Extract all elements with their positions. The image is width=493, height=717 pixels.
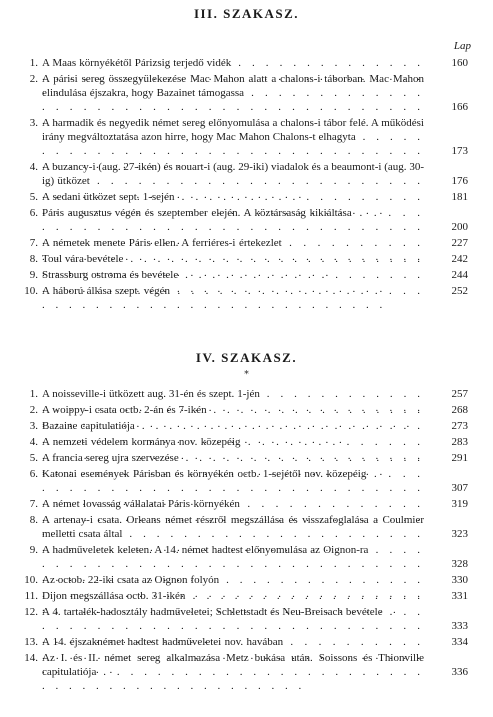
item-number: 8.	[29, 514, 38, 526]
toc-item	[18, 55, 472, 71]
item-number: 10.	[24, 285, 38, 297]
item-page: 319	[428, 497, 468, 511]
item-number: 13.	[24, 636, 38, 648]
item-page: 257	[428, 387, 468, 401]
item-page: 291	[428, 451, 468, 465]
item-title: A Maas környékétől Párizsig terjedő vidék . . .	[42, 55, 472, 98]
item-page: 244	[428, 268, 468, 282]
toc-item	[18, 650, 472, 680]
item-title: A 4. tartalék-hadosztály hadműveletei; Schlettstadt és Neu-Breisach bevétele . . .	[42, 604, 472, 647]
toc-item	[18, 434, 472, 450]
item-page: 176	[428, 174, 468, 188]
item-title: A német lovasság vállalatai Páris környékén . . .	[42, 496, 472, 539]
item-number: 9.	[29, 269, 38, 281]
item-title: Bazaine capitulatiója . . .	[42, 418, 472, 447]
item-title: Toul vára bevétele . . .	[42, 251, 472, 280]
item-page: 173	[428, 144, 468, 158]
item-page: 331	[428, 589, 468, 603]
item-title: Az I. és II. német sereg alkalmazása Metz bukása után. Soissons és Thionville capitulatiója . . .	[42, 650, 472, 693]
toc-item	[18, 267, 472, 283]
item-title: A woippy-i csata octb. 2-án és 7-ikén . . .	[42, 402, 472, 431]
toc-item	[18, 189, 472, 205]
item-title: Strassburg ostroma és bevétele . . .	[42, 267, 472, 296]
section-4-ornament: *	[244, 370, 249, 380]
item-number: 8.	[29, 253, 38, 265]
item-number: 1.	[29, 388, 38, 400]
item-number: 1.	[29, 57, 38, 69]
item-title: A nemzeti védelem kormánya nov. közepéig . . .	[42, 434, 472, 477]
toc-item	[18, 450, 472, 466]
page-column-label: Lap	[453, 40, 471, 52]
toc-item	[18, 588, 472, 604]
item-page: 273	[428, 419, 468, 433]
item-title: A francia sereg ujra szervezése . . .	[42, 450, 472, 479]
item-number: 6.	[29, 468, 38, 480]
item-title: A noisseville-i ütközett aug. 31-én és szept. 1-jén . . .	[42, 386, 472, 429]
item-number: 7.	[29, 498, 38, 510]
item-number: 3.	[29, 420, 38, 432]
item-title: A 14. éjszaknémet hadtest hadműveletei nov. havában . . .	[42, 634, 472, 677]
item-title: Katonai események Párisban és környékén octb. 1-sejétől nov. közepéig . . .	[42, 466, 472, 509]
toc-item	[18, 512, 472, 542]
item-title: A buzancy-i (aug. 27-ikén) és nouart-i (aug. 29-iki) viadalok és a beaumont-i (aug. 30-ig) ütközet . . .	[42, 159, 472, 202]
item-title: A hadműveletek keleten. A 14. német hadtest előnyomulása az Oignon-ra . . .	[42, 542, 472, 585]
item-number: 11.	[24, 590, 38, 602]
item-page: 333	[428, 619, 468, 633]
item-page: 328	[428, 557, 468, 571]
item-number: 5.	[29, 452, 38, 464]
toc-item	[18, 634, 472, 650]
item-number: 2.	[29, 73, 38, 85]
item-number: 3.	[29, 117, 38, 129]
item-page: 160	[428, 56, 468, 70]
toc-item	[18, 496, 472, 512]
item-number: 14.	[24, 652, 38, 664]
item-number: 2.	[29, 404, 38, 416]
item-title: A artenay-i csata. Orleans német részről megszállása és visszafoglalása a Coulmier melletti csata által . . .	[42, 512, 472, 555]
item-title: A háború állása szept. végén . . .	[42, 283, 472, 312]
item-title: Dijon megszállása octb. 31-ikén . . .	[42, 588, 472, 617]
section-3-title: III. SZAKASZ.	[193, 6, 300, 21]
item-number: 10.	[24, 574, 38, 586]
toc-item	[18, 604, 472, 634]
item-page: 307	[428, 481, 468, 495]
item-page: 330	[428, 573, 468, 587]
section-3-list	[18, 55, 472, 299]
toc-item	[18, 572, 472, 588]
item-number: 6.	[29, 207, 38, 219]
toc-item	[18, 542, 472, 572]
toc-item	[18, 466, 472, 496]
toc-item	[18, 418, 472, 434]
item-title: Az octob. 22-iki csata az Oignon folyón . . .	[42, 572, 472, 615]
section-4-list	[18, 386, 472, 680]
item-number: 5.	[29, 191, 38, 203]
toc-item	[18, 71, 472, 115]
item-title: A párisi sereg összegyülekezése Mac Mahon alatt a chalons-i táborban. Mac Mahon elindulása éjszakra, hogy Bazainet támogassa . . .	[42, 71, 472, 128]
toc-item	[18, 251, 472, 267]
item-page: 336	[428, 665, 468, 679]
toc-item	[18, 205, 472, 235]
item-title: A németek menete Páris ellen. A ferriéres-i értekezlet . . .	[42, 235, 472, 278]
item-page: 242	[428, 252, 468, 266]
toc-item	[18, 283, 472, 299]
item-page: 181	[428, 190, 468, 204]
toc-item	[18, 235, 472, 251]
toc-item	[18, 386, 472, 402]
item-page: 283	[428, 435, 468, 449]
item-number: 12.	[24, 606, 38, 618]
item-page: 227	[428, 236, 468, 250]
item-page: 323	[428, 527, 468, 541]
item-title: Páris augusztus végén és szeptember elején. A köztársaság kikiáltása . . .	[42, 205, 472, 248]
item-title: A sedani ütközet sept. 1-sején . . .	[42, 189, 472, 218]
item-number: 7.	[29, 237, 38, 249]
item-number: 4.	[29, 436, 38, 448]
item-number: 4.	[29, 161, 38, 173]
item-number: 9.	[29, 544, 38, 556]
item-page: 268	[428, 403, 468, 417]
toc-item	[18, 115, 472, 159]
item-page: 200	[428, 220, 468, 234]
item-page: 334	[428, 635, 468, 649]
item-page: 252	[428, 284, 468, 298]
item-page: 166	[428, 100, 468, 114]
toc-item	[18, 402, 472, 418]
toc-item	[18, 159, 472, 189]
section-4-title: IV. SZAKASZ.	[195, 350, 298, 365]
item-title: A harmadik és negyedik német sereg előnyomulása a chalons-i tábor felé. A működési irány megváltoztatása azon hirre, hogy Mac Mahon Chalons-t elhagyta . . .	[42, 115, 472, 172]
